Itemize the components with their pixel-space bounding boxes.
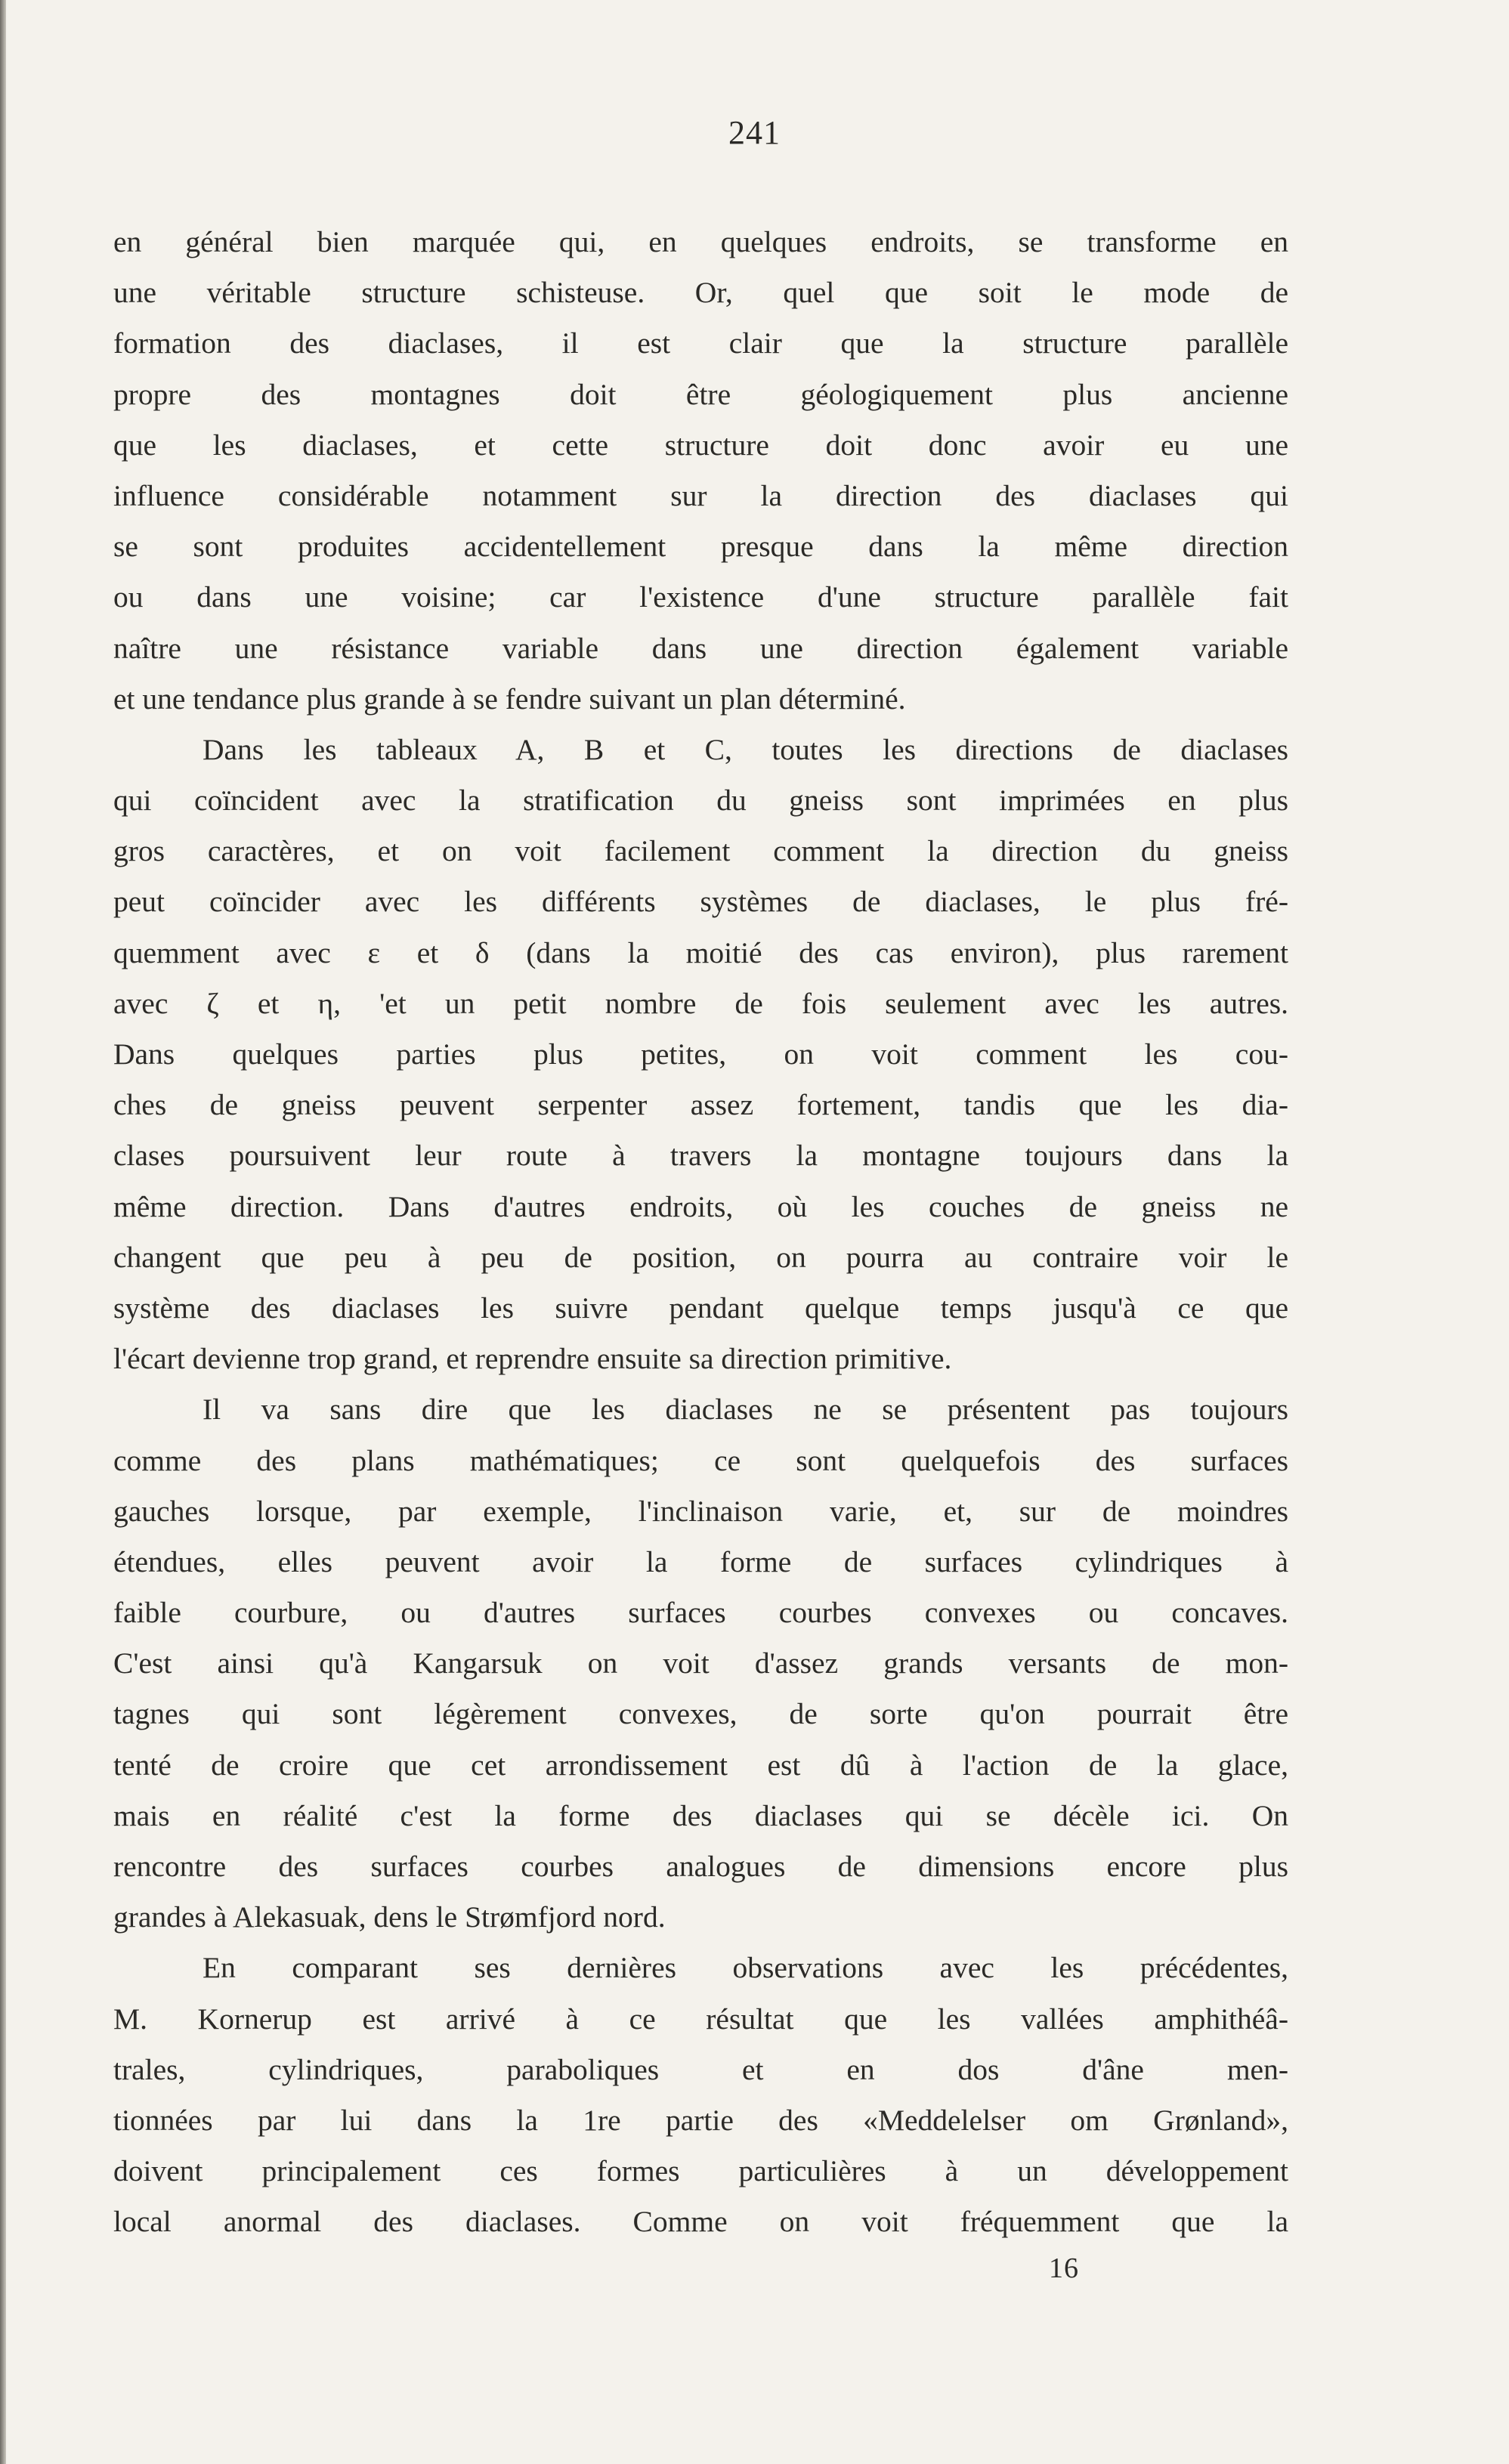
text-line: naître une résistance variable dans une direction également variable [113,631,1288,665]
body-text [113,217,1288,2248]
text-line: Il va sans dire que les diaclases ne se présentent pas toujours [203,1393,1288,1427]
text-line: l'écart devienne trop grand, et reprendre ensuite sa direction primitive. [113,1342,952,1376]
text-line: propre des montagnes doit être géologiquement plus ancienne [113,377,1288,411]
text-line: se sont produites accidentellement presque dans la même direction [113,530,1288,564]
text-line: système des diaclases les suivre pendant quelque temps jusqu'à ce que [113,1291,1288,1325]
text-line: trales, cylindriques, paraboliques et en dos d'âne men- [113,2052,1288,2086]
text-line: En comparant ses dernières observations avec les précédentes, [203,1951,1288,1985]
text-line: gauches lorsque, par exemple, l'inclinaison varie, et, sur de moindres [113,1494,1288,1528]
text-line: local anormal des diaclases. Comme on voit fréquemment que la [113,2205,1288,2239]
text-line: étendues, elles peuvent avoir la forme de surfaces cylindriques à [113,1544,1288,1578]
text-line: grandes à Alekasuak, dens le Strømfjord nord. [113,1900,666,1934]
text-line: avec ζ et η, 'et un petit nombre de fois seulement avec les autres. [113,986,1288,1020]
text-line: mais en réalité c'est la forme des diaclases qui se décèle ici. On [113,1798,1288,1832]
text-line: tionnées par lui dans la 1re partie des «Meddelelser om Grønland», [113,2103,1288,2137]
page-left-edge [0,0,6,2464]
text-line: changent que peu à peu de position, on pourra au contraire voir le [113,1240,1288,1274]
text-line: en général bien marquée qui, en quelques endroits, se transforme en [113,225,1288,258]
text-line: tagnes qui sont légèrement convexes, de sorte qu'on pourrait être [113,1697,1288,1731]
text-line: ches de gneiss peuvent serpenter assez fortement, tandis que les dia- [113,1088,1288,1122]
text-line: peut coïncider avec les différents systèmes de diaclases, le plus fré- [113,885,1288,919]
text-line: faible courbure, ou d'autres surfaces courbes convexes ou concaves. [113,1596,1288,1630]
text-line: rencontre des surfaces courbes analogues de dimensions encore plus [113,1850,1288,1883]
page-number: 241 [728,114,781,151]
text-line: et une tendance plus grande à se fendre suivant un plan déterminé. [113,682,906,716]
text-line: Dans les tableaux A, B et C, toutes les directions de diaclases [203,732,1288,766]
text-line: Dans quelques parties plus petites, on voit comment les cou- [113,1037,1288,1071]
text-line: même direction. Dans d'autres endroits, où les couches de gneiss ne [113,1189,1288,1223]
text-line: que les diaclases, et cette structure doit donc avoir eu une [113,428,1288,462]
text-line: gros caractères, et on voit facilement comment la direction du gneiss [113,834,1288,868]
text-line: comme des plans mathématiques; ce sont quelquefois des surfaces [113,1443,1288,1477]
text-line: ou dans une voisine; car l'existence d'une structure parallèle fait [113,580,1288,614]
text-line: formation des diaclases, il est clair que la structure parallèle [113,326,1288,360]
text-line: influence considérable notamment sur la direction des diaclases qui [113,478,1288,512]
text-line: clases poursuivent leur route à travers la montagne toujours dans la [113,1139,1288,1173]
signature-mark: 16 [1049,2252,1079,2284]
text-line: une véritable structure schisteuse. Or, quel que soit le mode de [113,276,1288,310]
text-line: doivent principalement ces formes particulières à un développement [113,2154,1288,2188]
text-line: qui coïncident avec la stratification du gneiss sont imprimées en plus [113,784,1288,818]
text-line: C'est ainsi qu'à Kangarsuk on voit d'assez grands versants de mon- [113,1646,1288,1680]
text-line: tenté de croire que cet arrondissement est dû à l'action de la glace, [113,1748,1288,1782]
text-line: M. Kornerup est arrivé à ce résultat que les vallées amphithéâ- [113,2002,1288,2036]
text-line: quemment avec ε et δ (dans la moitié des cas environ), plus rarement [113,935,1288,969]
